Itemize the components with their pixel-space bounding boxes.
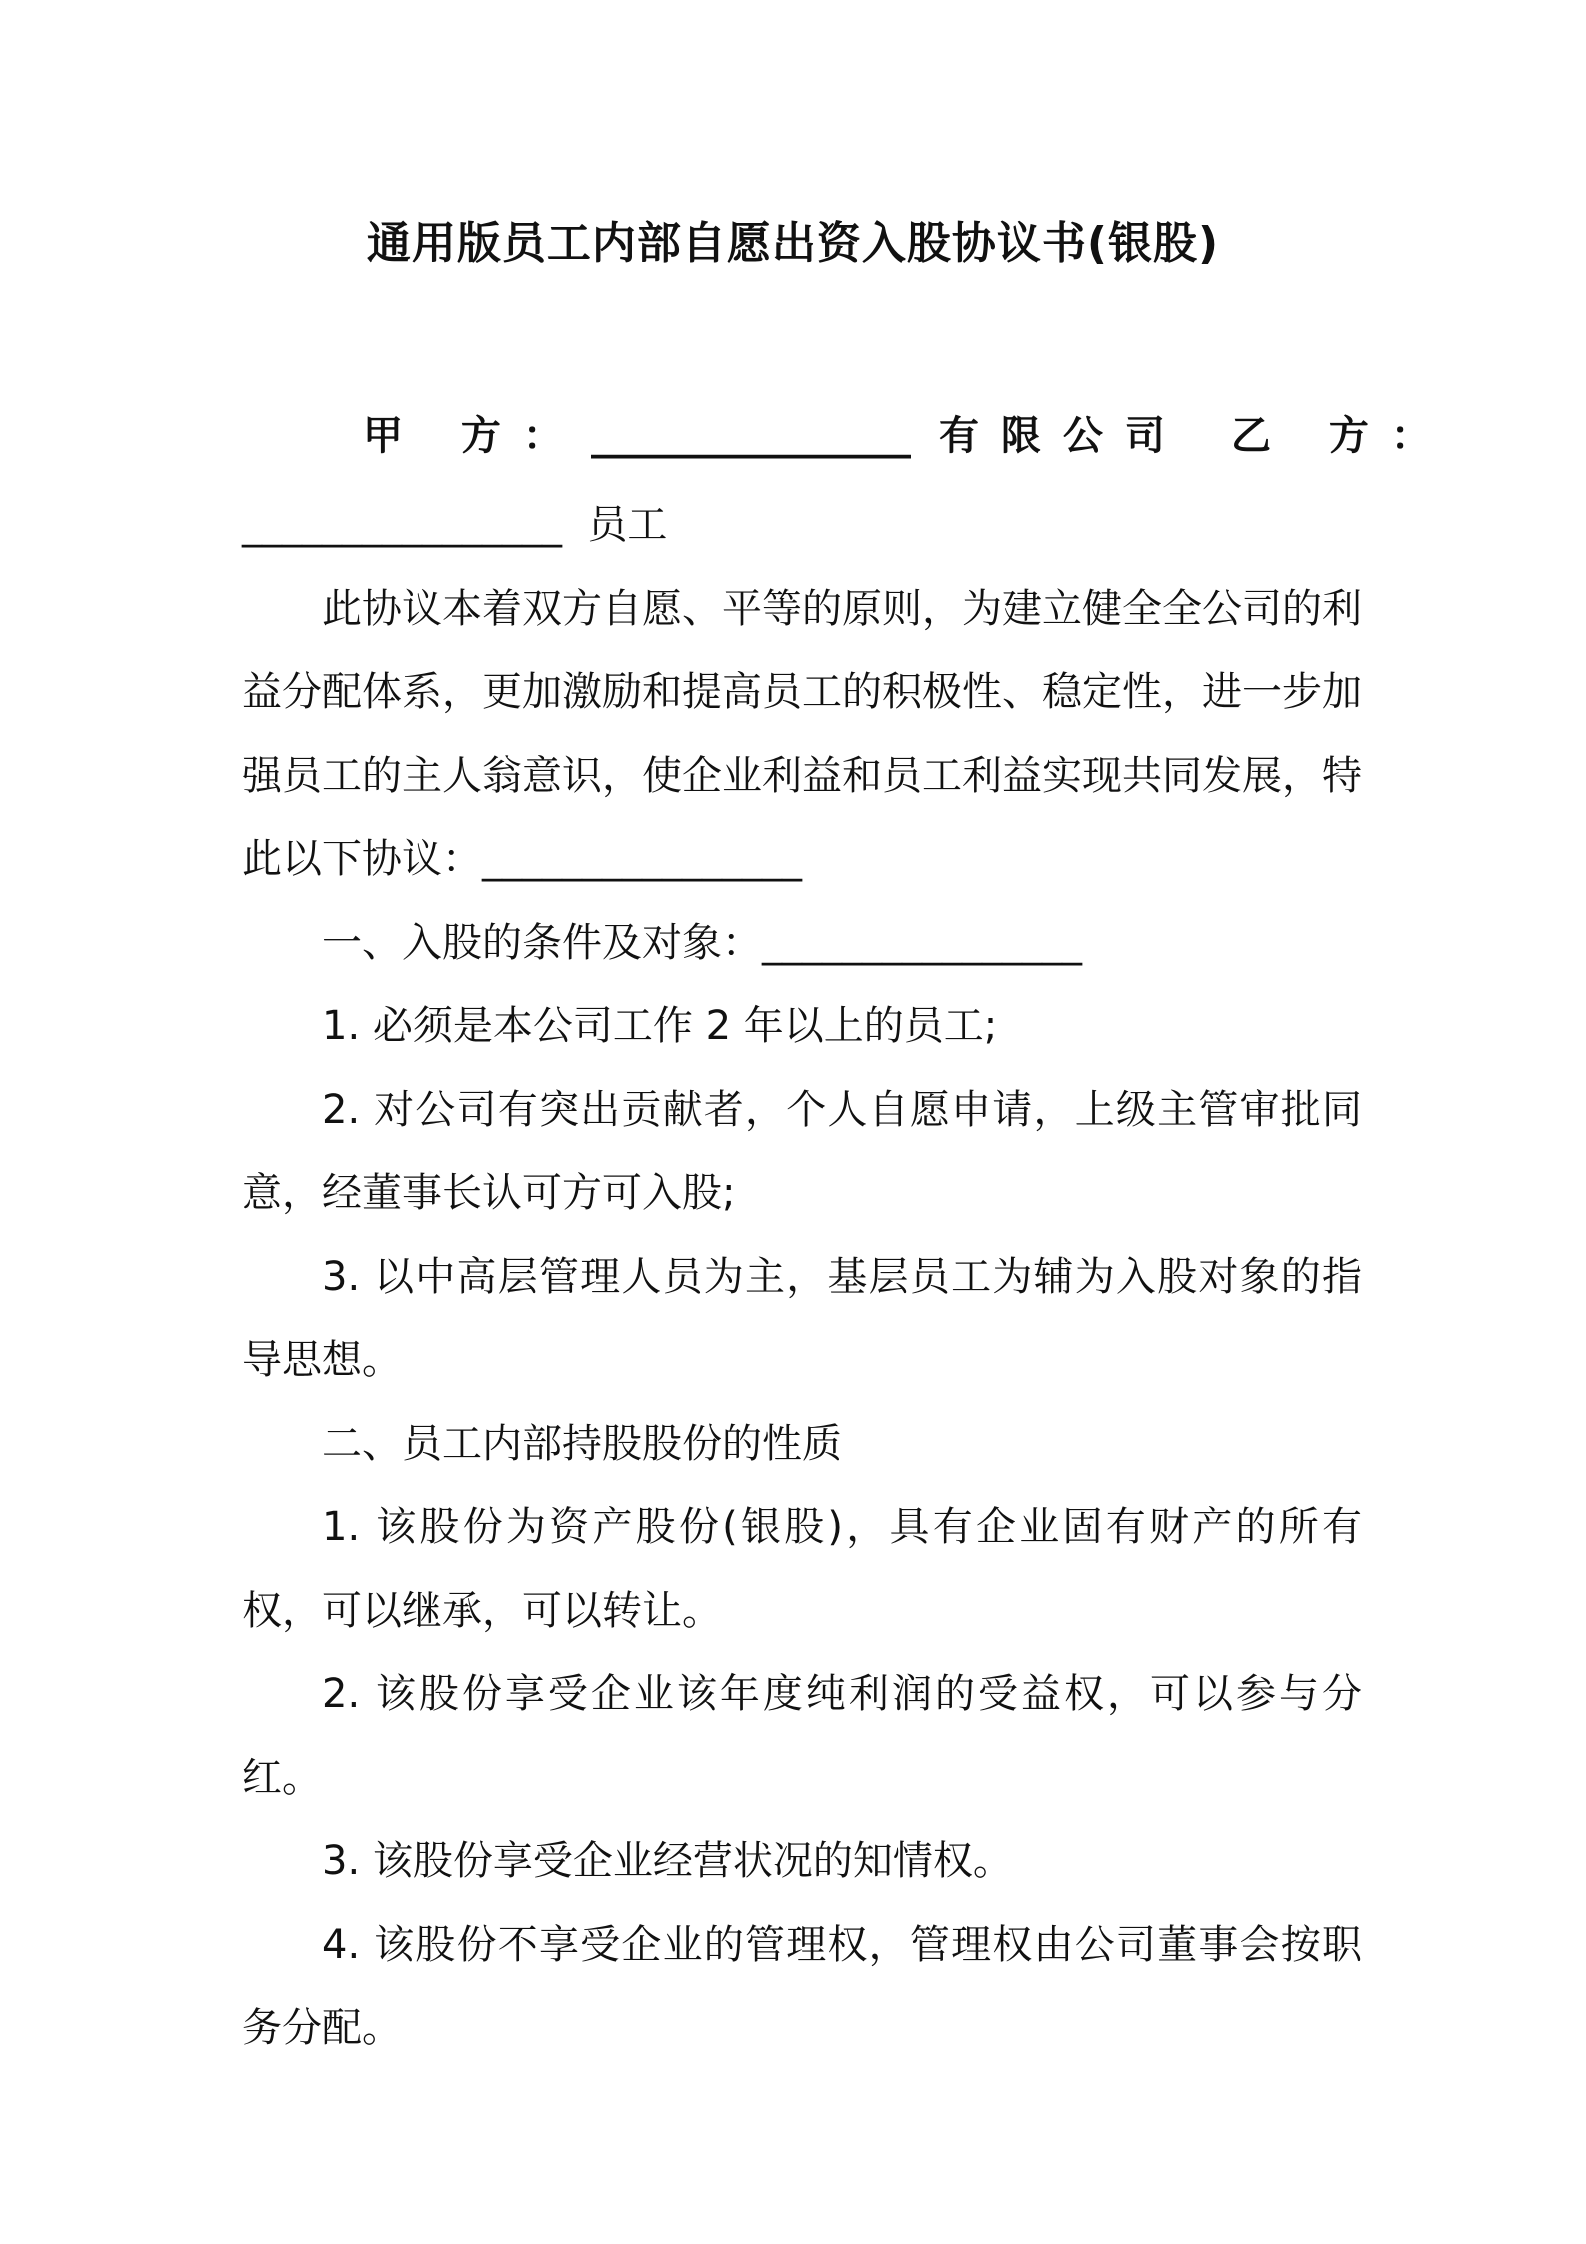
party-a-name-blank: ________________: [590, 413, 911, 459]
section-2-item: 2. 该股份享受企业该年度纯利润的受益权，可以参与分红。: [242, 1671, 1362, 1801]
section-1-item: 1. 必须是本公司工作 2 年以上的员工;: [322, 1003, 998, 1049]
document-title: 通用版员工内部自愿出资入股协议书(银股): [366, 218, 1220, 269]
party-b-line: [242, 484, 1362, 568]
party-b-name-blank: ________________: [242, 502, 562, 548]
party-a-suffix: 有限公司: [938, 413, 1187, 459]
section-1-heading: 一、入股的条件及对象：________________: [322, 919, 1082, 966]
party-b-label: 乙 方：: [1230, 413, 1453, 459]
section-2-item: 1. 该股份为资产股份(银股)，具有企业固有财产的所有权，可以继承，可以转让。: [242, 1504, 1362, 1634]
party-b-suffix: 员工: [587, 502, 668, 548]
section-2-heading: 二、员工内部持股股份的性质: [322, 1420, 842, 1467]
party-a-line: [363, 406, 1453, 466]
section-2-item: 4. 该股份不享受企业的管理权，管理权由公司董事会按职务分配。: [242, 1921, 1362, 2051]
section-1-item: 3. 以中高层管理人员为主，基层员工为辅为入股对象的指导思想。: [242, 1253, 1362, 1383]
section-1-item: 2. 对公司有突出贡献者，个人自愿申请，上级主管审批同意，经董事长认可方可入股;: [242, 1086, 1362, 1216]
section-2-item: 3. 该股份享受企业经营状况的知情权。: [322, 1838, 1013, 1884]
preamble-paragraph: 此协议本着双方自愿、平等的原则，为建立健全全公司的利益分配体系，更加激励和提高员工的积极性、稳定性，进一步加强员工的主人翁意识，使企业利益和员工利益实现共同发展，特此以下协议：________________: [242, 585, 1362, 882]
document-body: [242, 484, 1362, 2071]
party-a-label: 甲 方：: [363, 413, 585, 459]
